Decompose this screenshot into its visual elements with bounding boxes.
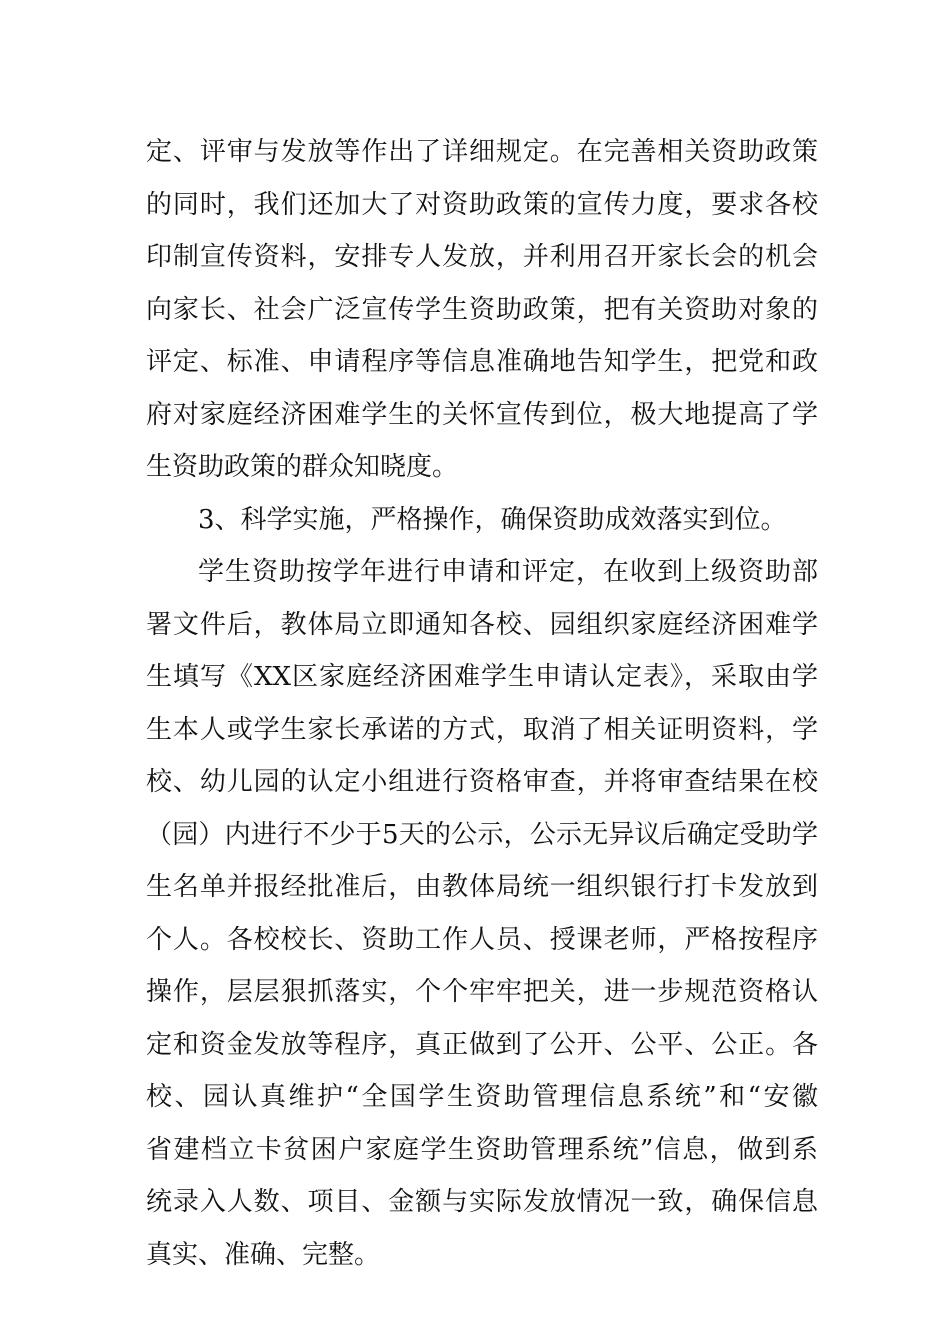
text-line: 学生资助按学年进行申请和评定，在收到上级资助部 <box>198 557 818 587</box>
text-line: 省建档立卡贫困户家庭学生资助管理系统”信息，做到系 <box>146 1134 818 1165</box>
text-line: 个人。各校校长、资助工作人员、授课老师，严格按程序 <box>146 924 818 955</box>
text-line: 真实、准确、完整。 <box>146 1239 381 1270</box>
text-line: 统录入人数、项目、金额与实际发放情况一致，确保信息 <box>146 1187 818 1217</box>
body-text <box>146 126 818 1281</box>
text-line: 署文件后，教体局立即通知各校、园组织家庭经济困难学 <box>146 609 818 640</box>
text-line: 校、园认真维护“全国学生资助管理信息系统”和“安徽 <box>146 1082 818 1112</box>
text-line: 向家长、社会广泛宣传学生资助政策，把有关资助对象的 <box>146 294 818 325</box>
text-line: 的同时，我们还加大了对资助政策的宣传力度，要求各校 <box>146 189 818 220</box>
text-line: 生填写《XX区家庭经济困难学生申请认定表》，采取由学 <box>146 662 818 692</box>
section-heading: 3、科学实施，严格操作，确保资助成效落实到位。 <box>198 504 787 535</box>
text-line: 府对家庭经济困难学生的关怀宣传到位，极大地提高了学 <box>146 399 818 430</box>
text-line: 印制宣传资料，安排专人发放，并利用召开家长会的机会 <box>146 242 818 272</box>
text-line: 生名单并报经批准后，由教体局统一组织银行打卡发放到 <box>146 872 818 902</box>
text-line: 定、评审与发放等作出了详细规定。在完善相关资助政策 <box>146 137 818 167</box>
text-line: （园）内进行不少于5天的公示，公示无异议后确定受助学 <box>146 819 818 850</box>
text-line: 校、幼儿园的认定小组进行资格审查，并将审查结果在校 <box>146 767 818 797</box>
text-line: 评定、标准、申请程序等信息准确地告知学生，把党和政 <box>146 347 818 377</box>
text-line: 生本人或学生家长承诺的方式，取消了相关证明资料，学 <box>146 714 818 745</box>
text-line: 生资助政策的群众知晓度。 <box>146 452 459 482</box>
text-line: 定和资金发放等程序，真正做到了公开、公平、公正。各 <box>146 1029 818 1060</box>
text-line: 操作，层层狠抓落实，个个牢牢把关，进一步规范资格认 <box>146 977 818 1007</box>
